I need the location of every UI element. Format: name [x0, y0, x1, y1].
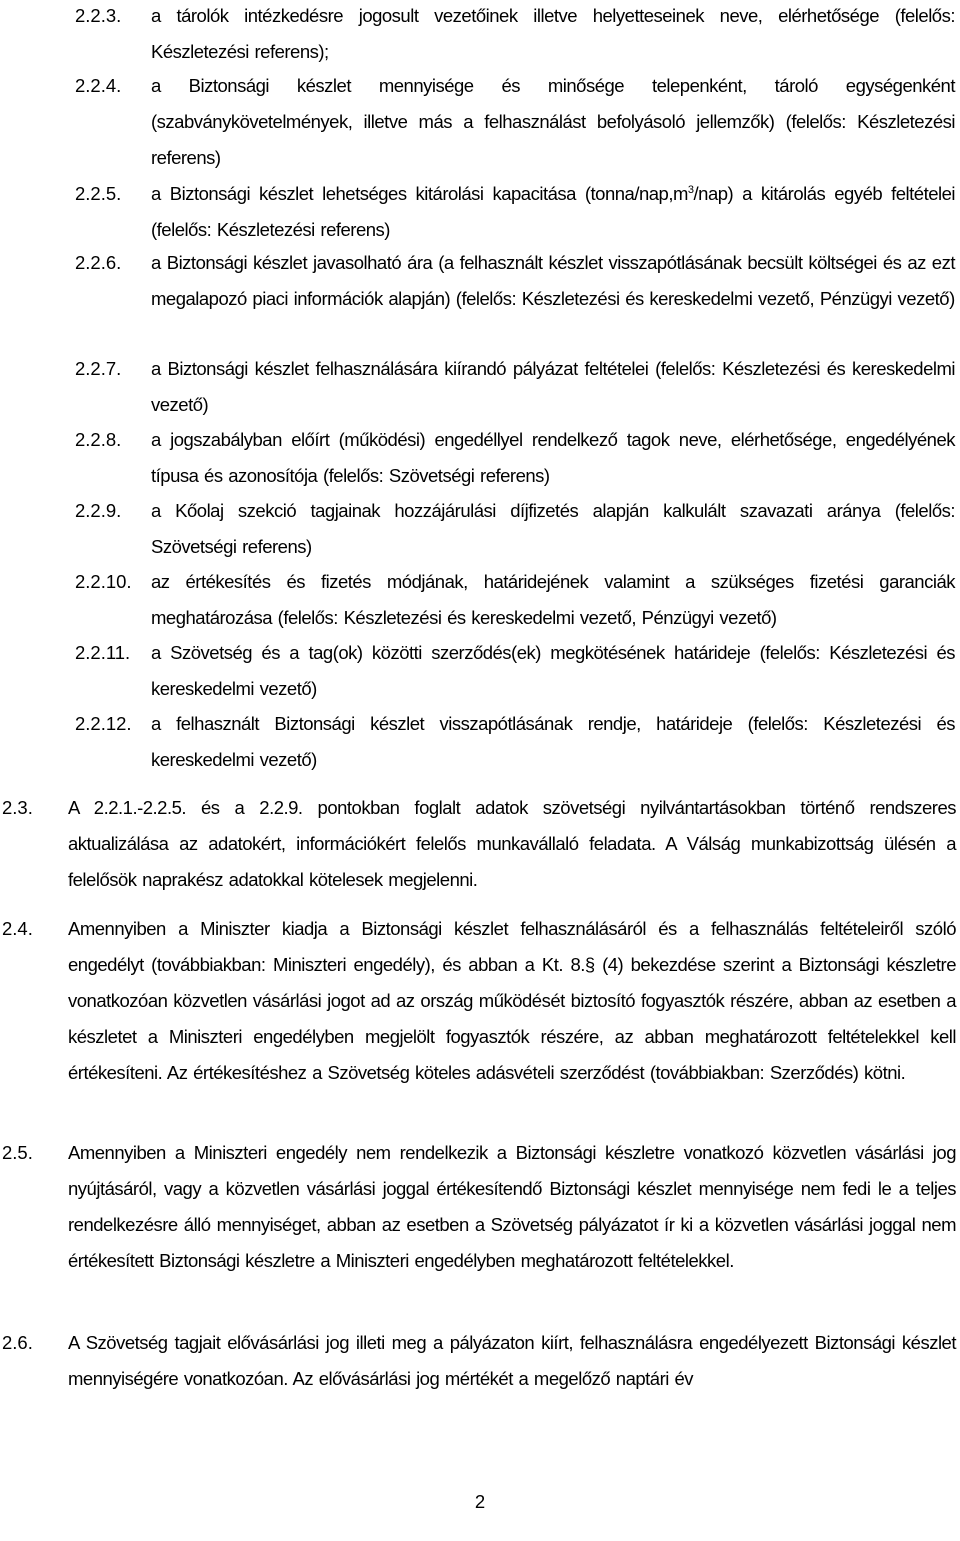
list-item-text: a jogszabályban előírt (működési) engedéllyel rendelkező tagok neve, elérhetősége, engedélyének típusa és azonosítója (felelős: Szövetségi referens): [151, 429, 955, 486]
list-item-number: 2.2.6.: [75, 252, 122, 273]
text-after-superscript: /nap) a kitárolás egyéb feltételei (felelős: Készletezési referens): [151, 183, 956, 240]
list-item-2-2-4: [75, 68, 955, 176]
list-item-number: 2.2.5.: [75, 183, 122, 204]
section-number: 2.3.: [2, 797, 33, 818]
section-text: A 2.2.1.-2.2.5. és a 2.2.9. pontokban foglalt adatok szövetségi nyilvántartásokban történő rendszeres aktualizálása az adatokért, információkért felelős munkavállaló feladata. A Válság munkabizottság ülésén a felelősök naprakész adatokkal kötelesek megjelenni.: [68, 797, 956, 890]
list-item-2-2-9: [75, 493, 955, 565]
list-item-2-2-5: [75, 176, 955, 248]
list-item-number: 2.2.8.: [75, 429, 122, 450]
list-item-text: a Biztonsági készlet javasolható ára (a felhasznált készlet visszapótlásának becsült költségei és az ezt megalapozó piaci információk alapján) (felelős: Készletezési és kereskedelmi vezető, Pénzügyi vezető): [151, 252, 955, 309]
list-item-text: a Biztonsági készlet mennyisége és minősége telepenként, tároló egységenként (szabványkövetelmények, illetve más a felhasználást befolyásoló jellemzők) (felelős: Készletezési referens): [151, 75, 955, 168]
section-2-6: [2, 1325, 956, 1397]
list-item-2-2-3: [75, 0, 955, 70]
list-item-2-2-12: [75, 706, 955, 778]
page-number: 2: [474, 1491, 486, 1512]
list-item-text: a Kőolaj szekció tagjainak hozzájárulási díjfizetés alapján kalkulált szavazati aránya (felelős: Szövetségi referens): [151, 500, 955, 557]
section-number: 2.5.: [2, 1142, 33, 1163]
list-item-text: [151, 176, 955, 248]
section-2-5: [2, 1135, 956, 1279]
list-item-text: a tárolók intézkedésre jogosult vezetőinek illetve helyetteseinek neve, elérhetősége (felelős: Készletezési referens);: [151, 5, 955, 62]
superscript: 3: [687, 184, 694, 196]
list-item-number: 2.2.12.: [75, 713, 132, 734]
section-text: A Szövetség tagjait elővásárlási jog illeti meg a pályázaton kiírt, felhasználásra engedélyezett Biztonsági készlet mennyiségére vonatkozóan. Az elővásárlási jog mértékét a megelőző naptári év: [68, 1332, 956, 1389]
section-number: 2.6.: [2, 1332, 33, 1353]
list-item-2-2-8: [75, 422, 955, 494]
list-item-number: 2.2.7.: [75, 358, 122, 379]
list-item-text: a Szövetség és a tag(ok) közötti szerződés(ek) megkötésének határideje (felelős: Készletezési és kereskedelmi vezető): [151, 642, 955, 699]
list-item-number: 2.2.4.: [75, 75, 122, 96]
section-2-4: [2, 911, 956, 1091]
list-item-number: 2.2.9.: [75, 500, 122, 521]
list-item-2-2-11: [75, 635, 955, 707]
section-number: 2.4.: [2, 918, 33, 939]
text-before-superscript: a Biztonsági készlet lehetséges kitárolási kapacitása (tonna/nap,m: [151, 183, 688, 204]
section-text: Amennyiben a Miniszteri engedély nem rendelkezik a Biztonsági készletre vonatkozó közvetlen vásárlási jog nyújtásáról, vagy a közvetlen vásárlási joggal értékesítendő Biztonsági készlet mennyisége nem fedi le a teljes rendelkezésre álló mennyiséget, abban az esetben a Szövetség pályázatot ír ki a közvetlen vásárlási joggal nem értékesített Biztonsági készletre a Miniszteri engedélyben meghatározott feltételekkel.: [68, 1142, 956, 1271]
list-item-number: 2.2.10.: [75, 571, 132, 592]
list-item-2-2-6: [75, 245, 955, 317]
section-2-3: [2, 790, 956, 898]
list-item-text: a Biztonsági készlet felhasználására kiírandó pályázat feltételei (felelős: Készletezési és kereskedelmi vezető): [151, 358, 955, 415]
list-item-number: 2.2.3.: [75, 5, 122, 26]
section-text: Amennyiben a Miniszter kiadja a Biztonsági készlet felhasználásáról és a felhasználás feltételeiről szóló engedélyt (továbbiakban: Miniszteri engedély), és abban a Kt. 8.§ (4) bekezdése szerint a Biztonsági készletre vonatkozóan közvetlen vásárlási jogot ad az ország működését biztosító fogyasztók részére, abban az esetben a készletet a Miniszteri engedélyben megjelölt fogyasztók részére, az abban meghatározott feltételekkel kell értékesíteni. Az értékesítéshez a Szövetség köteles adásvételi szerződést (továbbiakban: Szerződés) kötni.: [68, 918, 956, 1083]
list-item-number: 2.2.11.: [75, 642, 131, 663]
list-item-text: a felhasznált Biztonsági készlet visszapótlásának rendje, határideje (felelős: Készletezési és kereskedelmi vezető): [151, 713, 955, 770]
list-item-text: az értékesítés és fizetés módjának, határidejének valamint a szükséges fizetési garanciák meghatározása (felelős: Készletezési és kereskedelmi vezető, Pénzügyi vezető): [151, 571, 955, 628]
list-item-2-2-10: [75, 564, 955, 636]
list-item-2-2-7: [75, 351, 955, 423]
